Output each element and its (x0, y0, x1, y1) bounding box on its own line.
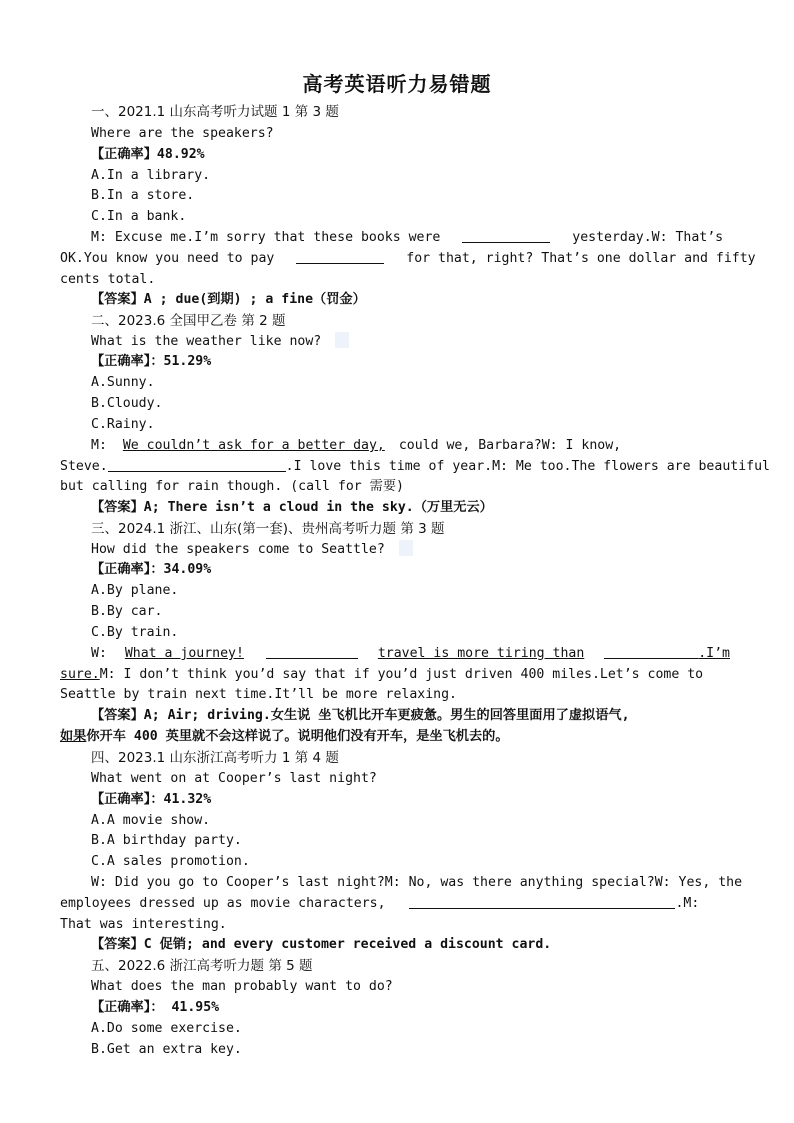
q3-dialog-line-2 (60, 665, 733, 685)
q1-blank-1 (462, 228, 550, 243)
q1-dialog-part-a: M: Excuse me.I’m sorry that these books were (91, 230, 441, 245)
q1-dialog-line-3: cents total. (60, 272, 156, 287)
q1-dialog-line-1 (91, 228, 723, 248)
q2-option-b: B.Cloudy. (91, 396, 163, 411)
q2-option-c: C.Rainy. (91, 417, 155, 432)
q3-dialog-rest: M: I don’t think you’d say that if you’d just driven 400 miles.Let’s come to (99, 667, 704, 682)
q3-answer-underlined: 如果 (60, 729, 87, 744)
q1-dialog-line-2 (60, 249, 756, 269)
q3-question: How did the speakers come to Seattle? (91, 542, 385, 557)
q4-dialog-line-3: That was interesting. (60, 917, 227, 932)
q3-accuracy-rate: 【正确率】：34.09% (91, 562, 212, 577)
q5-accuracy-rate: 【正确率】： 41.95% (91, 1000, 220, 1015)
q2-heading: 二、2023.6 全国甲乙卷 第 2 题 (91, 313, 286, 329)
q3-option-b: B.By car. (91, 604, 163, 619)
q1-heading: 一、2021.1 山东高考听力试题 1 第 3 题 (91, 104, 339, 120)
q5-option-a: A.Do some exercise. (91, 1021, 242, 1036)
q4-blank-1 (409, 894, 675, 909)
q3-dialog-end: .I’m (698, 646, 730, 661)
highlight-mark (335, 332, 349, 348)
q2-option-a: A.Sunny. (91, 375, 155, 390)
q1-question: Where are the speakers? (91, 126, 274, 141)
q1-option-c: C.In a bank. (91, 209, 187, 224)
q4-question: What went on at Cooper’s last night? (91, 771, 377, 786)
q2-dialog-end: .I love this time of year.M: Me too.The flowers are beautiful (285, 459, 770, 474)
q3-dialog-underlined: What a journey! (124, 646, 244, 661)
q4-option-c: C.A sales promotion. (91, 854, 250, 869)
q3-answer-line-1: 【答案】A; Air; driving.女生说 坐飞机比开车更疲惫。男生的回答里面用了虚拟语气, (91, 708, 630, 723)
q1-dialog-part-b: yesterday.W: That’s (572, 230, 724, 245)
q2-dialog-line-1 (91, 436, 621, 456)
q2-dialog-line-3: but calling for rain though. (call for 需要) (60, 479, 404, 494)
q2-dialog-prefix: M: (91, 438, 107, 453)
q5-question: What does the man probably want to do? (91, 979, 393, 994)
q3-heading: 三、2024.1 浙江、山东(第一套)、贵州高考听力题 第 3 题 (91, 521, 445, 537)
q3-dialog-line-1 (91, 644, 730, 664)
document-title: 高考英语听力易错题 (302, 72, 492, 96)
q2-dialog-underlined: We couldn’t ask for a better day, (122, 438, 385, 453)
q3-dialog-mid: travel is more tiring than (377, 646, 585, 661)
q5-option-b: B.Get an extra key. (91, 1042, 242, 1057)
q4-accuracy-rate: 【正确率】：41.32% (91, 792, 212, 807)
q2-blank-1 (108, 457, 286, 472)
q4-dialog-start: employees dressed up as movie characters, (60, 896, 386, 911)
q3-dialog-sure: sure. (60, 667, 100, 682)
q2-question: What is the weather like now? (91, 334, 322, 349)
q4-option-a: A.A movie show. (91, 813, 211, 828)
q1-dialog-part-d: for that, right? That’s one dollar and fifty (406, 251, 756, 266)
highlight-mark (399, 540, 413, 556)
q2-accuracy-rate: 【正确率】：51.29% (91, 354, 212, 369)
q2-dialog-line-2 (60, 457, 770, 477)
q2-question-line (91, 332, 349, 352)
q3-answer-rest: 你开车 400 英里就不会这样说了。说明他们没有开车，是坐飞机去的。 (86, 729, 509, 744)
q4-answer: 【答案】C 促销; and every customer received a discount card. (91, 937, 552, 952)
q5-heading: 五、2022.6 浙江高考听力题 第 5 题 (91, 958, 313, 974)
q3-question-line (91, 540, 413, 560)
q1-accuracy-rate: 【正确率】48.92% (91, 147, 205, 162)
q2-dialog-rest: could we, Barbara?W: I know, (398, 438, 622, 453)
q4-heading: 四、2023.1 山东浙江高考听力 1 第 4 题 (91, 750, 339, 766)
q1-option-a: A.In a library. (91, 168, 211, 183)
q4-dialog-line-1: W: Did you go to Cooper’s last night?M: No, was there anything special?W: Yes, the (91, 875, 743, 890)
q4-dialog-end: .M: (675, 896, 700, 911)
q1-option-b: B.In a store. (91, 188, 195, 203)
q3-blank-1 (266, 644, 358, 659)
q4-dialog-line-2 (60, 894, 733, 914)
q4-option-b: B.A birthday party. (91, 833, 242, 848)
q3-answer-line-2 (60, 727, 733, 747)
q1-dialog-part-c: OK.You know you need to pay (60, 251, 275, 266)
q3-dialog-prefix: W: (91, 646, 107, 661)
q1-blank-2 (296, 249, 384, 264)
q3-option-c: C.By train. (91, 625, 179, 640)
q2-dialog-start: Steve. (60, 459, 108, 474)
q3-blank-2 (604, 644, 698, 659)
q1-answer: 【答案】A ; due(到期) ; a fine（罚金） (91, 292, 366, 307)
q2-answer: 【答案】A; There isn’t a cloud in the sky.（万里无云） (91, 500, 493, 515)
q3-option-a: A.By plane. (91, 583, 179, 598)
q3-dialog-line-3: Seattle by train next time.It’ll be more relaxing. (60, 687, 457, 702)
